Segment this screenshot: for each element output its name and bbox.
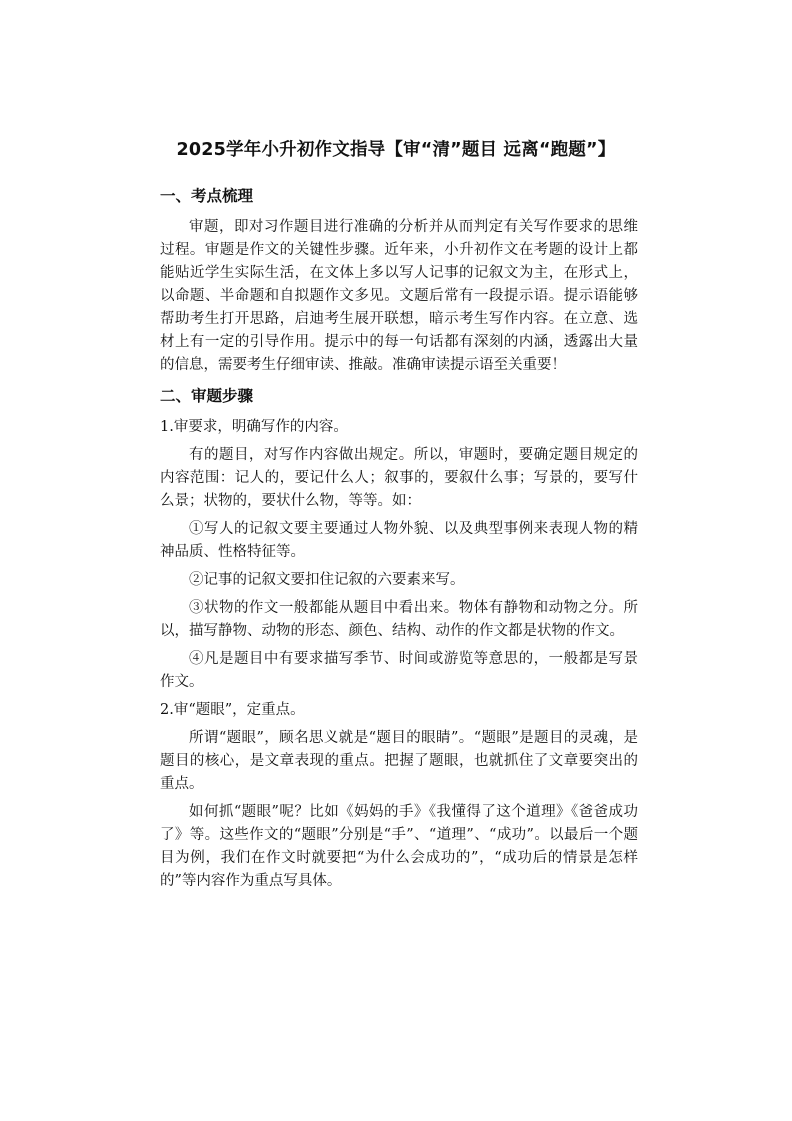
step1-paragraph: 有的题目，对写作内容做出规定。所以，审题时，要确定题目规定的内容范围：记人的，要记什么人；叙事的，要叙什么事；写景的，要写什么景；状物的，要状什么物，等等。如： <box>160 447 638 509</box>
document-body <box>160 180 638 898</box>
step1-item-3: ③状物的作文一般都能从题目中看出来。物体有静物和动物之分。所以，描写静物、动物的形态、颜色、结构、动作的作文都是状物的作文。 <box>160 600 638 639</box>
step2-paragraph-1: 所谓“题眼”，顾名思义就是“题目的眼睛”。“题眼”是题目的灵魂，是题目的核心，是文章表现的重点。把握了题眼，也就抓住了文章要突出的重点。 <box>160 730 638 792</box>
section-heading-key-points: 一、考点梳理 <box>160 187 254 205</box>
step1-item-4: ④凡是题目中有要求描写季节、时间或游览等意思的，一般都是写景作文。 <box>160 651 638 690</box>
step2-label: 2.审“题眼”，定重点。 <box>160 702 305 718</box>
step1-item-2: ②记事的记叙文要扣住记叙的六要素来写。 <box>189 572 465 588</box>
step1-item-1: ①写人的记叙文要主要通过人物外貌、以及典型事例来表现人物的精神品质、性格特征等。 <box>160 521 638 560</box>
document-title: 2025学年小升初作文指导【审“清”题目 远离“跑题”】 <box>176 140 616 160</box>
key-points-paragraph: 审题，即对习作题目进行准确的分析并从而判定有关写作要求的思维过程。审题是作文的关键性步骤。近年来，小升初作文在考题的设计上都能贴近学生实际生活，在文体上多以写人记事的记叙文为主，在形式上，以命题、半命题和自拟题作文多见。文题后常有一段提示语。提示语能够帮助考生打开思路，启迪考生展开联想，暗示考生写作内容。在立意、选材上有一定的引导作用。提示中的每一句话都有深刻的内涵，透露出大量的信息，需要考生仔细审读、推敲。准确审读提示语至关重要！ <box>160 219 638 373</box>
section-heading-steps: 二、审题步骤 <box>160 387 254 405</box>
step1-label: 1.审要求，明确写作的内容。 <box>160 419 348 435</box>
step2-paragraph-2: 如何抓“题眼”呢？比如《妈妈的手》《我懂得了这个道理》《爸爸成功了》等。这些作文的“题眼”分别是“手”、“道理”、“成功”。以最后一个题目为例，我们在作文时就要把“为什么会成功的”，“成功后的情景是怎样的”等内容作为重点写具体。 <box>160 804 638 889</box>
